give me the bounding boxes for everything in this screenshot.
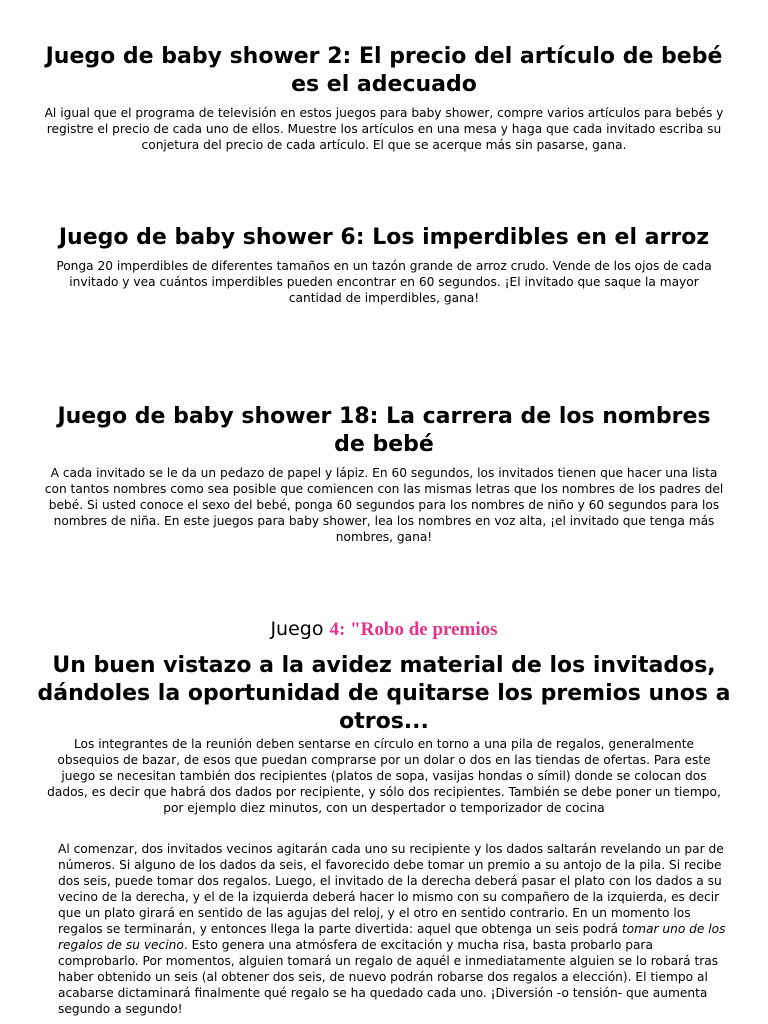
game-4-paragraph-2 bbox=[58, 841, 734, 1017]
game-4-paragraph-2-part-a: Al comenzar, dos invitados vecinos agitarán cada uno su recipiente y los dados saltarán revelando un par de números. Si alguno de los dados da seis, el favorecido debe tomar un premio a su antojo de la pila. Si recibe dos seis, puede tomar dos regalos. Luego, el invitado de la derecha deberá pasar el plato con los dados a su vecino de la derecha, y el de la izquierda deberá hacer lo mismo con su compañero de la izquierda, es decir que un plato girará en sentido de las agujas del reloj, y el otro en sentido contrario. En un momento los regalos se terminarán, y entonces llega la parte divertida: aquel que obtenga un seis podrá bbox=[58, 842, 724, 937]
game-4-pink-title: 4: "Robo de premios bbox=[329, 619, 498, 640]
game-4-heading bbox=[0, 615, 768, 644]
game-18-section bbox=[0, 403, 768, 545]
game-2-section bbox=[0, 43, 768, 153]
game-6-title: Juego de baby shower 6: Los imperdibles en el arroz bbox=[58, 225, 710, 250]
game-2-title: Juego de baby shower 2: El precio del artículo de bebé es el adecuado bbox=[45, 44, 723, 97]
game-18-title: Juego de baby shower 18: La carrera de los nombres de bebé bbox=[57, 404, 711, 457]
game-4-subtitle: Un buen vistazo a la avidez material de los invitados, dándoles la oportunidad de quitarse los premios unos a otros... bbox=[37, 653, 731, 734]
game-6-section bbox=[0, 224, 768, 306]
game-4-lead: Juego bbox=[270, 618, 324, 640]
game-4-paragraph-1: Los integrantes de la reunión deben sentarse en círculo en torno a una pila de regalos, generalmente obsequios de bazar, de esos que puedan comprarse por un dolar o dos en las tiendas de ofertas. Para este juego se necesitan también dos recipientes (platos de sopa, vasijas hondas o símil) donde se colocan dos dados, es decir que habrá dos dados por recipiente, y sólo dos recipientes. También se debe poner un tiempo, por ejemplo diez minutos, con un despertador o temporizador de cocina bbox=[47, 737, 721, 815]
game-4-paragraph-2-part-b: . Esto genera una atmósfera de excitación y mucha risa, basta probarlo para comprobarlo. Por momentos, alguien tomará un regalo de aquél e inmediatamente alguien se lo robará tras haber obtenido un seis (al obtener dos seis, de nuevo podrán robarse dos regalos a elección). El tiempo al acabarse dictaminará finalmente qué regalo se ha quedado cada uno. ¡Diversión -o tensión- que aumenta segundo a segundo! bbox=[58, 938, 719, 1017]
game-4-section bbox=[0, 615, 768, 816]
game-2-body: Al igual que el programa de televisión en estos juegos para baby shower, compre varios artículos para bebés y registre el precio de cada uno de ellos. Muestre los artículos en una mesa y haga que cada invitado escriba su conjetura del precio de cada artículo. El que se acerque más sin pasarse, gana. bbox=[44, 106, 724, 152]
game-6-body: Ponga 20 imperdibles de diferentes tamaños en un tazón grande de arroz crudo. Vende de los ojos de cada invitado y vea cuántos imperdibles pueden encontrar en 60 segundos. ¡El invitado que saque la mayor cantidad de imperdibles, gana! bbox=[56, 259, 712, 305]
game-18-body: A cada invitado se le da un pedazo de papel y lápiz. En 60 segundos, los invitados tienen que hacer una lista con tantos nombres como sea posible que comiencen con las mismas letras que los nombres de los padres del bebé. Si usted conoce el sexo del bebé, ponga 60 segundos para los nombres de niño y 60 segundos para los nombres de niña. En este juegos para baby shower, lea los nombres en voz alta, ¡el invitado que tenga más nombres, gana! bbox=[44, 466, 724, 544]
game-4-paragraph-2-emphasis: tomar uno de los regalos de su vecino bbox=[58, 922, 726, 953]
